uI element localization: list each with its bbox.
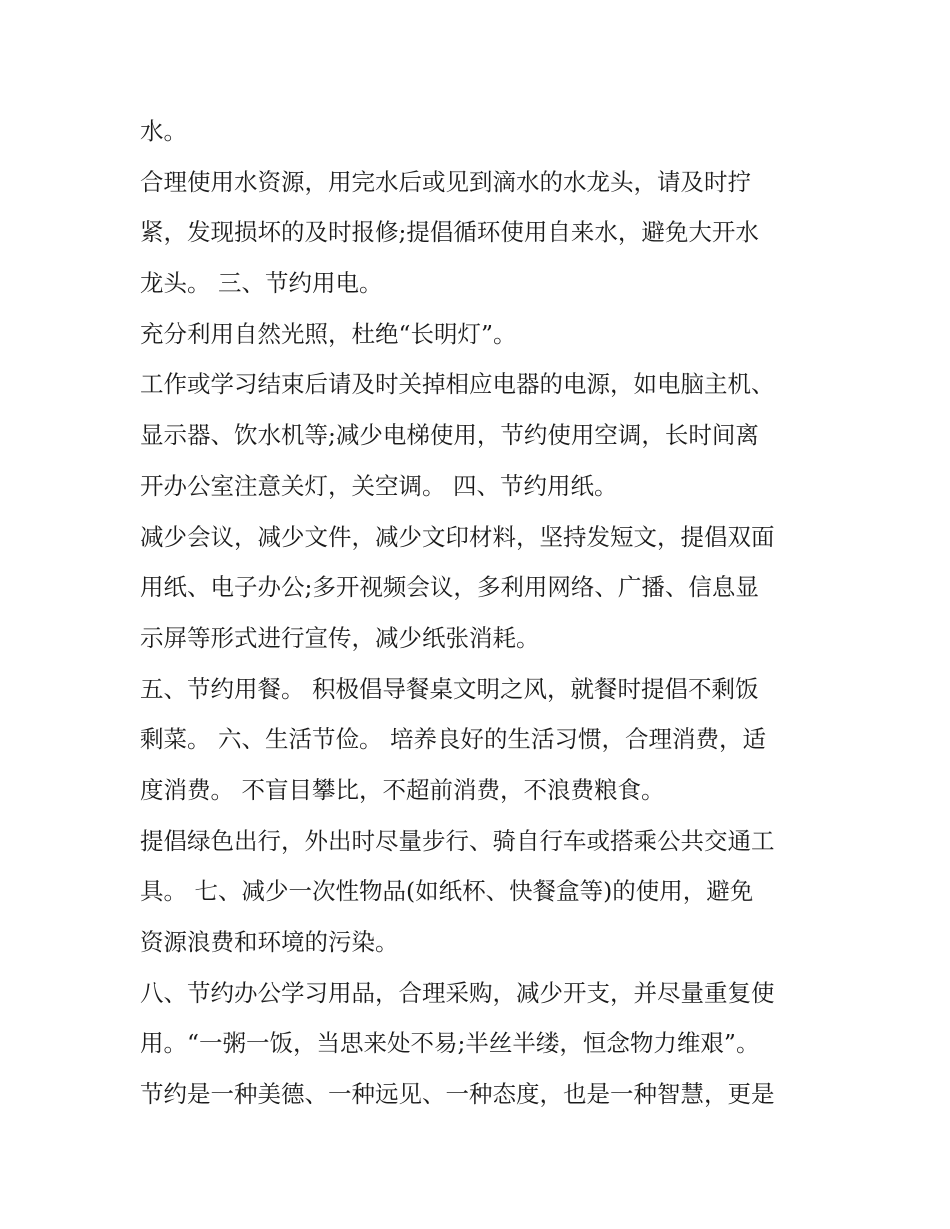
text-line: 剩菜。 六、生活节俭。 培养良好的生活习惯，合理消费，适 — [140, 725, 766, 754]
text-line: 合理使用水资源，用完水后或见到滴水的水龙头，请及时拧 — [140, 167, 751, 196]
text-line: 八、节约办公学习用品，合理采购，减少开支，并尽量重复使 — [140, 978, 775, 1007]
document-body — [140, 106, 820, 1120]
text-line: 充分利用自然光照，杜绝“长明灯”。 — [140, 319, 517, 348]
text-line: 资源浪费和环境的污染。 — [140, 928, 399, 956]
text-line: 具。 七、减少一次性物品(如纸杯、快餐盒等)的使用，避免 — [140, 877, 754, 906]
text-line: 度消费。 不盲目攀比，不超前消费，不浪费粮食。 — [140, 775, 665, 804]
text-line: 用纸、电子办公;多开视频会议，多利用网络、广播、信息显 — [140, 573, 759, 602]
text-line: 提倡绿色出行，外出时尽量步行、骑自行车或搭乘公共交通工 — [140, 826, 775, 855]
text-line: 减少会议，减少文件，减少文印材料，坚持发短文，提倡双面 — [140, 522, 775, 551]
text-line: 龙头。 三、节约用电。 — [140, 269, 383, 298]
text-line: 紧，发现损坏的及时报修;提倡循环使用自来水，避免大开水 — [140, 218, 759, 247]
text-line: 五、节约用餐。 积极倡导餐桌文明之风，就餐时提倡不剩饭 — [140, 674, 759, 703]
text-line: 示屏等形式进行宣传，减少纸张消耗。 — [140, 623, 540, 652]
text-line: 用。“一粥一饭，当思来处不易;半丝半缕，恒念物力维艰”。 — [140, 1029, 760, 1058]
text-line: 节约是一种美德、一种远见、一种态度，也是一种智慧，更是 — [140, 1080, 775, 1109]
text-line: 工作或学习结束后请及时关掉相应电器的电源，如电脑主机、 — [140, 370, 775, 399]
text-line: 显示器、饮水机等;减少电梯使用，节约使用空调，长时间离 — [140, 421, 759, 450]
text-line: 水。 — [140, 117, 187, 145]
text-line: 开办公室注意关灯，关空调。 四、节约用纸。 — [140, 471, 618, 500]
